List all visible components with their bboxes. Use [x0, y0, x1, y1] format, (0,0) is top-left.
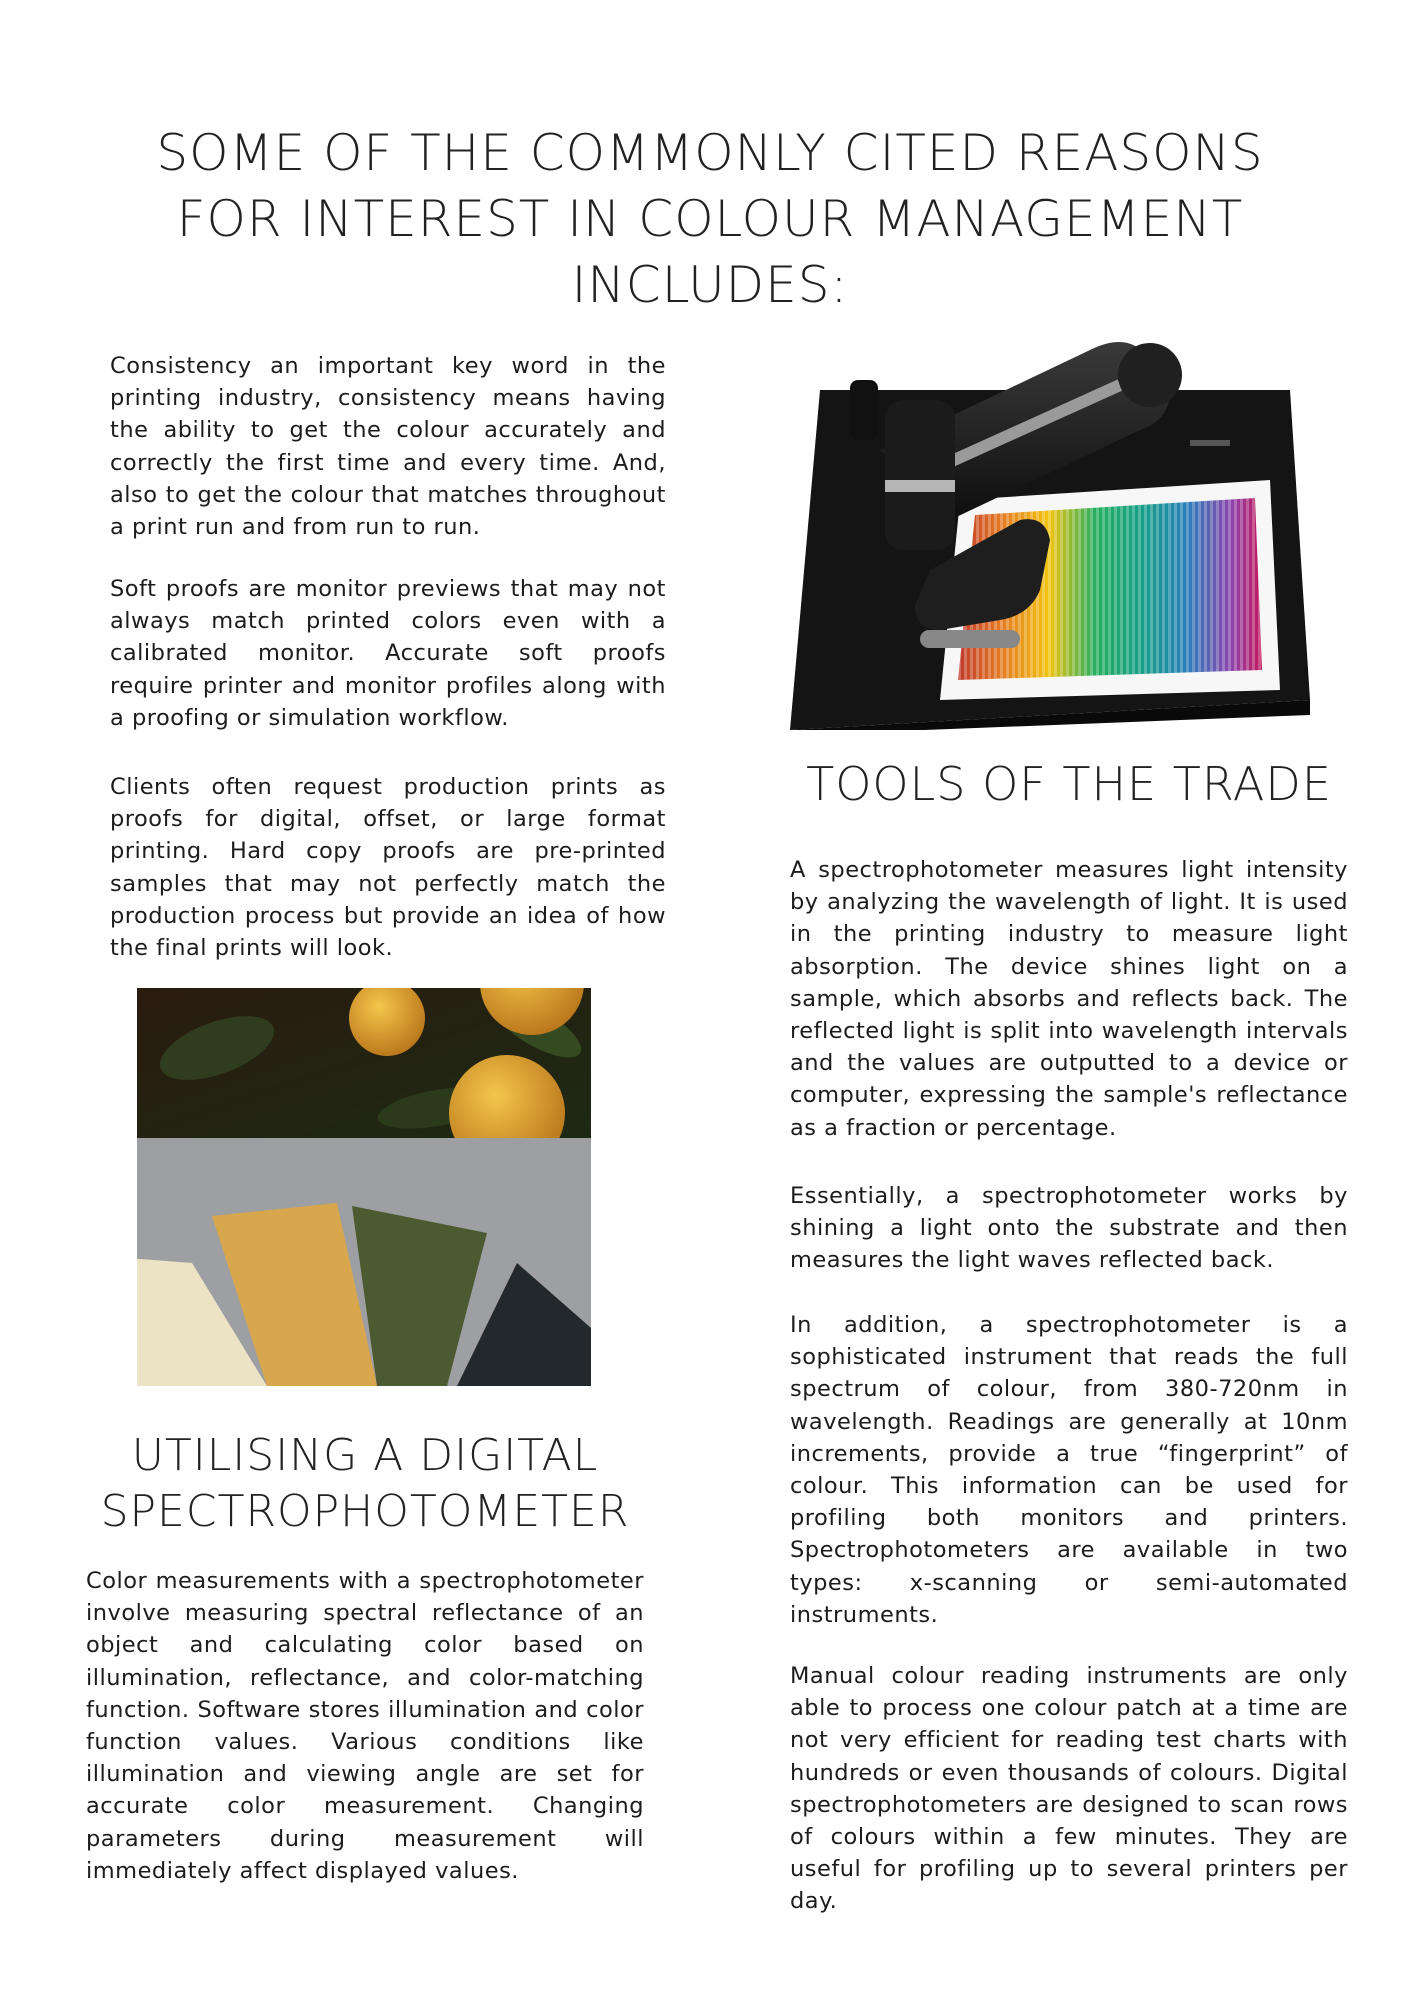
paragraph-spectrophotometer-essentially: Essentially, a spectrophotometer works by shining a light onto the substrate and then measures the light waves reflected back. [790, 1183, 1348, 1274]
paragraph-consistency: Consistency an important key word in the printing industry, consistency means having the ability to get the colour accurately and correctly the first time and every time. And, also to get the colour that matches throughout a print run and from run to run. [110, 353, 666, 541]
paragraph-spectrophotometer-spectrum: In addition, a spectrophotometer is a sophisticated instrument that reads the full spectrum of colour, from 380-720nm in wavelength. Readings are generally at 10nm increments, provide a true “fingerprint” of colour. This information can be used for profiling both monitors and printers. Spectrophotometers are available in two types: x-scanning or semi-automated instruments. [790, 1312, 1348, 1628]
page-title: SOME OF THE COMMONLY CITED REASONS FOR INTEREST IN COLOUR MANAGEMENT INCLUDES: [156, 124, 1264, 314]
tools-of-the-trade-heading: TOOLS OF THE TRADE [806, 757, 1332, 811]
paragraph-spectrophotometer-definition: A spectrophotometer measures light intensity by analyzing the wavelength of light. It is used in the printing industry to measure light absorption. The device shines light on a sample, which absorbs and reflects back. The reflected light is split into wavelength intervals and the values are outputted to a device or computer, expressing the sample's reflectance as a fraction or percentage. [790, 857, 1348, 1141]
spectrophotometer-image [790, 330, 1310, 730]
paragraph-manual-vs-digital: Manual colour reading instruments are only able to process one colour patch at a time are not very efficient for reading test charts with hundreds or even thousands of colours. Digital spectrophotometers are designed to scan rows of colours within a few minutes. They are useful for profiling up to several printers per day. [790, 1663, 1348, 1915]
paragraph-soft-proofs: Soft proofs are monitor previews that may not always match printed colors even with a calibrated monitor. Accurate soft proofs require printer and monitor profiles along with a proofing or simulation workflow. [110, 576, 666, 731]
paragraph-hard-copy-proofs: Clients often request production prints as proofs for digital, offset, or large format printing. Hard copy proofs are pre-printed samples that may not perfectly match the production process but provide an idea of how the final prints will look. [110, 774, 666, 962]
paragraph-color-measurements: Color measurements with a spectrophotometer involve measuring spectral reflectance of an object and calculating color based on illumination, reflectance, and color-matching function. Software stores illumination and color function values. Various conditions like illumination and viewing angle are set for accurate color measurement. Changing parameters during measurement will immediately affect displayed values. [86, 1568, 644, 1884]
colour-swatches-photo [137, 988, 591, 1386]
utilising-spectrophotometer-heading: UTILISING A DIGITAL SPECTROPHOTOMETER [100, 1430, 630, 1537]
